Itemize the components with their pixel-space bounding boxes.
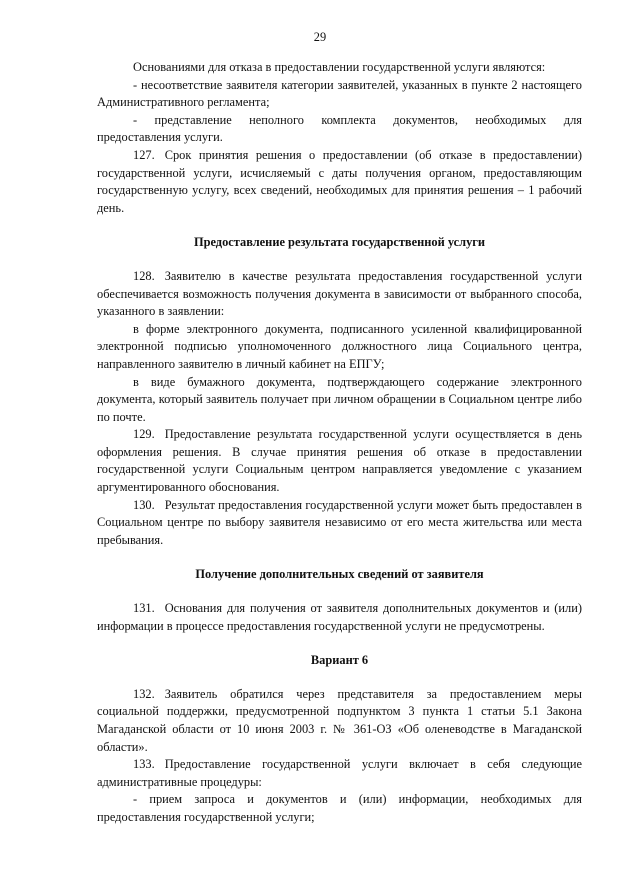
numbered-paragraph — [97, 756, 582, 791]
paragraph-text: Предоставление результата государственной услуги осуществляется в день оформления решения. В случае принятия решения об отказе в предоставлении государственной услуги Социальным центром направляется уведомление с указанием аргументированного обоснования. — [97, 427, 582, 495]
spacer — [97, 635, 582, 652]
paragraph-number: 133. — [133, 757, 155, 772]
paragraph-number: 127. — [133, 147, 155, 162]
paragraph-text: в виде бумажного документа, подтверждающего содержание электронного документа, который заявитель получает при личном обращении в Социальном центре либо по почте. — [97, 374, 582, 424]
paragraph-number: 129. — [133, 427, 155, 442]
section-heading: Вариант 6 — [310, 653, 369, 668]
numbered-paragraph — [97, 426, 582, 496]
spacer — [97, 584, 582, 600]
section-heading: Получение дополнительных сведений от заявителя — [195, 567, 484, 582]
spacer — [97, 670, 582, 686]
paragraph-number: 131. — [133, 601, 155, 616]
numbered-paragraph — [97, 600, 582, 635]
paragraph-number: 132. — [133, 686, 155, 701]
numbered-paragraph — [97, 497, 582, 550]
paragraph-text: - несоответствие заявителя категории заявителей, указанных в пункте 2 настоящего Административного регламента; — [97, 77, 582, 110]
paragraph-text: Предоставление государственной услуги включает в себя следующие административные процедуры: — [97, 757, 582, 789]
paragraph-text: Заявитель обратился через представителя за предоставлением меры социальной поддержки, предусмотренной подпунктом 3 пункта 1 статьи 5.1 Закона Магаданской области от 10 июня 2003 г. № 361-ОЗ «Об оленеводстве в Магаданской области». — [97, 686, 582, 754]
paragraph-number: 128. — [133, 268, 155, 283]
numbered-paragraph — [97, 686, 582, 756]
paragraph-text: Заявителю в качестве результата предоставления государственной услуги обеспечивается возможность получения документа в зависимости от выбранного способа, указанного в заявлении: — [97, 268, 582, 319]
paragraph-number: 130. — [133, 497, 155, 512]
paragraph-text: Основаниями для отказа в предоставлении государственной услуги являются: — [133, 60, 546, 74]
section-heading: Предоставление результата государственной услуги — [193, 235, 486, 250]
paragraph-text: в форме электронного документа, подписанного усиленной квалифицированной электронной подписью уполномоченного должностного лица Социального центра, направленного заявителю в личный кабинет на ЕПГУ; — [97, 321, 582, 371]
document-body — [97, 59, 582, 827]
paragraph — [97, 374, 582, 427]
paragraph-text: Основания для получения от заявителя дополнительных документов и (или) информации в процессе предоставления государственной услуги не предусмотрены. — [97, 601, 582, 633]
paragraph-text: - представление неполного комплекта документов, необходимых для предоставления услуги. — [97, 112, 582, 145]
paragraph — [97, 321, 582, 374]
list-item — [97, 77, 582, 112]
numbered-paragraph — [97, 147, 582, 217]
spacer — [97, 252, 582, 268]
spacer — [97, 217, 582, 234]
paragraph-text: - прием запроса и документов и (или) информации, необходимых для предоставления государственной услуги; — [97, 792, 582, 824]
numbered-paragraph — [97, 268, 582, 321]
paragraph-text: Срок принятия решения о предоставлении (об отказе в предоставлении) государственной услуги, исчисляемый с даты получения органом, предоставляющим государственную услугу, всех сведений, необходимых для принятия решения – 1 рабочий день. — [97, 147, 582, 215]
paragraph — [97, 59, 582, 77]
list-item — [97, 791, 582, 826]
spacer — [97, 549, 582, 566]
list-item — [97, 112, 582, 147]
paragraph-text: Результат предоставления государственной услуги может быть предоставлен в Социальном центре по выбору заявителя независимо от его места жительства или места пребывания. — [97, 497, 582, 547]
page-number: 29 — [313, 30, 327, 44]
